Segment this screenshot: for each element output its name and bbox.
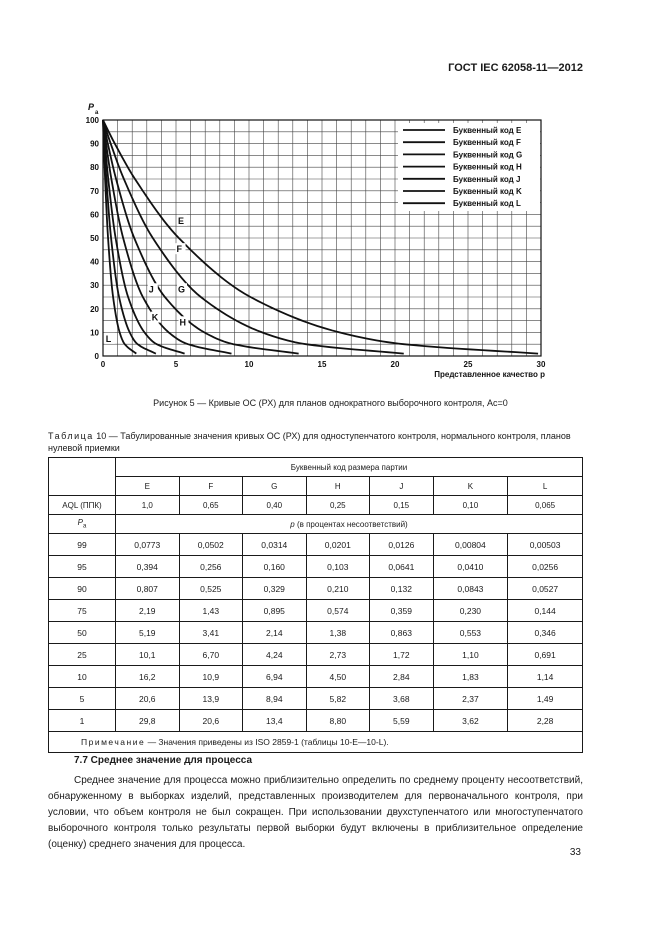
x-tick-label: 5 (173, 360, 179, 369)
p-value-cell: 2,19 (116, 600, 180, 622)
p-value-cell: 0,525 (179, 578, 243, 600)
p-value-cell: 0,0410 (433, 556, 508, 578)
p-value-cell: 0,210 (306, 578, 370, 600)
p-value-cell: 0,0641 (370, 556, 434, 578)
oc-curves-chart (0, 0, 661, 390)
p-value-cell: 3,41 (179, 622, 243, 644)
p-value-cell: 0,0502 (179, 534, 243, 556)
p-value-cell: 0,0527 (508, 578, 583, 600)
p-value-cell: 1,14 (508, 666, 583, 688)
p-value-cell: 0,359 (370, 600, 434, 622)
x-tick-label: 25 (463, 360, 473, 369)
p-value-cell: 1,38 (306, 622, 370, 644)
p-value-cell: 0,0126 (370, 534, 434, 556)
table-row (49, 534, 583, 556)
header-empty-cell (49, 458, 116, 496)
p-header-cell: p (в процентах несоответствий) (116, 515, 583, 534)
p-value-cell: 0,160 (243, 556, 307, 578)
p-value-cell: 5,59 (370, 710, 434, 732)
table-row (49, 578, 583, 600)
p-value-cell: 2,14 (243, 622, 307, 644)
p-value-cell: 0,0843 (433, 578, 508, 600)
aql-value-cell: 0,065 (508, 496, 583, 515)
curve-label: H (179, 317, 186, 328)
p-value-cell: 20,6 (179, 710, 243, 732)
legend-entry-label: Буквенный код K (453, 187, 522, 196)
table-row (49, 710, 583, 732)
p-value-cell: 0,895 (243, 600, 307, 622)
p-value-cell: 6,94 (243, 666, 307, 688)
aql-value-cell: 0,40 (243, 496, 307, 515)
pa-value-cell: 5 (49, 688, 116, 710)
y-tick-label: 80 (90, 163, 99, 173)
legend-entry-label: Буквенный код L (453, 199, 521, 209)
aql-value-cell: 0,25 (306, 496, 370, 515)
legend-entry-label: Буквенный код H (453, 162, 522, 172)
code-header-cell: K (433, 477, 508, 496)
curve-label: K (151, 312, 159, 323)
x-tick-label: 15 (317, 360, 327, 369)
p-value-cell: 0,807 (116, 578, 180, 600)
p-value-cell: 0,329 (243, 578, 307, 600)
code-header-cell: E (116, 477, 180, 496)
code-header-cell: L (508, 477, 583, 496)
code-header-cell: F (179, 477, 243, 496)
pa-value-cell: 90 (49, 578, 116, 600)
aql-value-cell: 0,65 (179, 496, 243, 515)
p-value-cell: 1,43 (179, 600, 243, 622)
section-paragraph: Среднее значение для процесса можно приблизительно определить по среднему проценту несоответствий, обнаруженному в выборках изделий, представленных производителем для первоначального контроля, при условии, что объем контроля не был сокращен. При использовании двухступенчатого или многоступенчатого выборочного контроля только результаты первой выборки будут включены в приблизительное определение (оценку) среднего значения для процесса. (48, 775, 583, 850)
aql-value-cell: 0,10 (433, 496, 508, 515)
p-value-cell: 0,394 (116, 556, 180, 578)
figure-caption: Рисунок 5 — Кривые ОС (РХ) для планов однократного выборочного контроля, Ас=0 (153, 398, 508, 408)
p-value-cell: 5,19 (116, 622, 180, 644)
p-value-cell: 4,24 (243, 644, 307, 666)
aql-value-cell: 0,15 (370, 496, 434, 515)
p-value-cell: 6,70 (179, 644, 243, 666)
oc-curve-f (103, 120, 404, 354)
y-axis-label-sub: a (95, 110, 99, 116)
y-tick-label: 20 (90, 304, 99, 314)
p-value-cell: 0,574 (306, 600, 370, 622)
p-value-cell: 0,132 (370, 578, 434, 600)
aql-value-cell: 1,0 (116, 496, 180, 515)
page-number: 33 (569, 847, 581, 858)
oc-values-table (48, 457, 583, 753)
table-caption (48, 430, 583, 454)
pa-value-cell: 99 (49, 534, 116, 556)
p-value-cell: 1,10 (433, 644, 508, 666)
y-tick-label: 50 (90, 234, 99, 243)
y-tick-label: 40 (90, 257, 99, 267)
p-value-cell: 0,256 (179, 556, 243, 578)
x-tick-label: 10 (244, 360, 254, 369)
y-tick-label: 30 (90, 281, 99, 291)
note-text: — Значения приведены из ISO 2859-1 (таблицы 10-Е—10-L). (145, 737, 389, 747)
p-value-cell: 0,103 (306, 556, 370, 578)
pa-value-cell: 75 (49, 600, 116, 622)
p-value-cell: 0,230 (433, 600, 508, 622)
p-value-cell: 0,144 (508, 600, 583, 622)
table-row (49, 600, 583, 622)
x-tick-label: 0 (100, 360, 106, 369)
pa-label-cell: $P_a$ (49, 515, 116, 534)
p-value-cell: 13,9 (179, 688, 243, 710)
curve-label: G (178, 284, 186, 295)
p-value-cell: 8,94 (243, 688, 307, 710)
curve-label: E (178, 215, 185, 226)
pa-value-cell: 1 (49, 710, 116, 732)
legend-entry-label: Буквенный код J (453, 174, 521, 184)
x-axis-label: Представленное качество p (434, 370, 545, 379)
pa-value-cell: 10 (49, 666, 116, 688)
y-tick-label: 100 (85, 116, 99, 125)
p-value-cell: 0,0256 (508, 556, 583, 578)
table-row (49, 666, 583, 688)
p-value-cell: 13,4 (243, 710, 307, 732)
standard-header: ГОСТ IEC 62058-11—2012 (448, 62, 583, 74)
p-value-cell: 0,553 (433, 622, 508, 644)
p-value-cell: 8,80 (306, 710, 370, 732)
note-label: Примечание (81, 737, 146, 747)
table-caption-text: 10 — Табулированные значения кривых ОС (РХ) для одноступенчатого контроля, нормального контроля, планов нулевой приемки (48, 431, 571, 453)
p-value-cell: 2,73 (306, 644, 370, 666)
table-row (49, 688, 583, 710)
code-header-cell: J (370, 477, 434, 496)
p-value-cell: 10,1 (116, 644, 180, 666)
p-value-cell: 1,72 (370, 644, 434, 666)
p-value-cell: 16,2 (116, 666, 180, 688)
lot-size-code-header: Буквенный код размера партии (116, 458, 583, 477)
p-value-cell: 2,84 (370, 666, 434, 688)
p-value-cell: 10,9 (179, 666, 243, 688)
x-tick-label: 20 (390, 360, 400, 369)
p-value-cell: 1,49 (508, 688, 583, 710)
y-tick-label: 60 (90, 210, 99, 220)
p-value-cell: 0,346 (508, 622, 583, 644)
curve-label: L (105, 333, 112, 344)
p-value-cell: 1,83 (433, 666, 508, 688)
legend-entry-label: Буквенный код E (453, 126, 522, 135)
pa-value-cell: 50 (49, 622, 116, 644)
p-value-cell: 0,00503 (508, 534, 583, 556)
curve-label: J (148, 284, 154, 295)
p-value-cell: 5,82 (306, 688, 370, 710)
pa-value-cell: 25 (49, 644, 116, 666)
code-header-cell: H (306, 477, 370, 496)
p-value-cell: 2,28 (508, 710, 583, 732)
y-tick-label: 90 (90, 139, 99, 149)
aql-label-cell: AQL (ППК) (49, 496, 116, 515)
table-row (49, 644, 583, 666)
p-value-cell: 29,8 (116, 710, 180, 732)
table-caption-label: Таблица (48, 431, 94, 441)
p-value-cell: 0,0314 (243, 534, 307, 556)
p-value-cell: 0,691 (508, 644, 583, 666)
curve-label: F (176, 244, 183, 255)
section-title: 7.7 Среднее значение для процесса (74, 755, 253, 766)
table-row (49, 556, 583, 578)
p-value-cell: 0,863 (370, 622, 434, 644)
y-tick-label: 0 (94, 352, 99, 361)
p-value-cell: 3,62 (433, 710, 508, 732)
oc-curve-h (103, 120, 231, 354)
table-note-cell (49, 732, 583, 753)
p-value-cell: 0,00804 (433, 534, 508, 556)
p-value-cell: 2,37 (433, 688, 508, 710)
x-tick-label: 30 (536, 360, 546, 369)
pa-value-cell: 95 (49, 556, 116, 578)
y-axis-label: P (88, 102, 95, 112)
legend-entry-label: Буквенный код F (453, 138, 521, 148)
y-tick-label: 70 (90, 186, 99, 196)
legend-entry-label: Буквенный код G (453, 150, 523, 160)
p-value-cell: 0,0773 (116, 534, 180, 556)
p-value-cell: 3,68 (370, 688, 434, 710)
p-value-cell: 20,6 (116, 688, 180, 710)
p-value-cell: 0,0201 (306, 534, 370, 556)
table-row (49, 622, 583, 644)
y-tick-label: 10 (90, 328, 99, 338)
code-header-cell: G (243, 477, 307, 496)
p-value-cell: 4,50 (306, 666, 370, 688)
